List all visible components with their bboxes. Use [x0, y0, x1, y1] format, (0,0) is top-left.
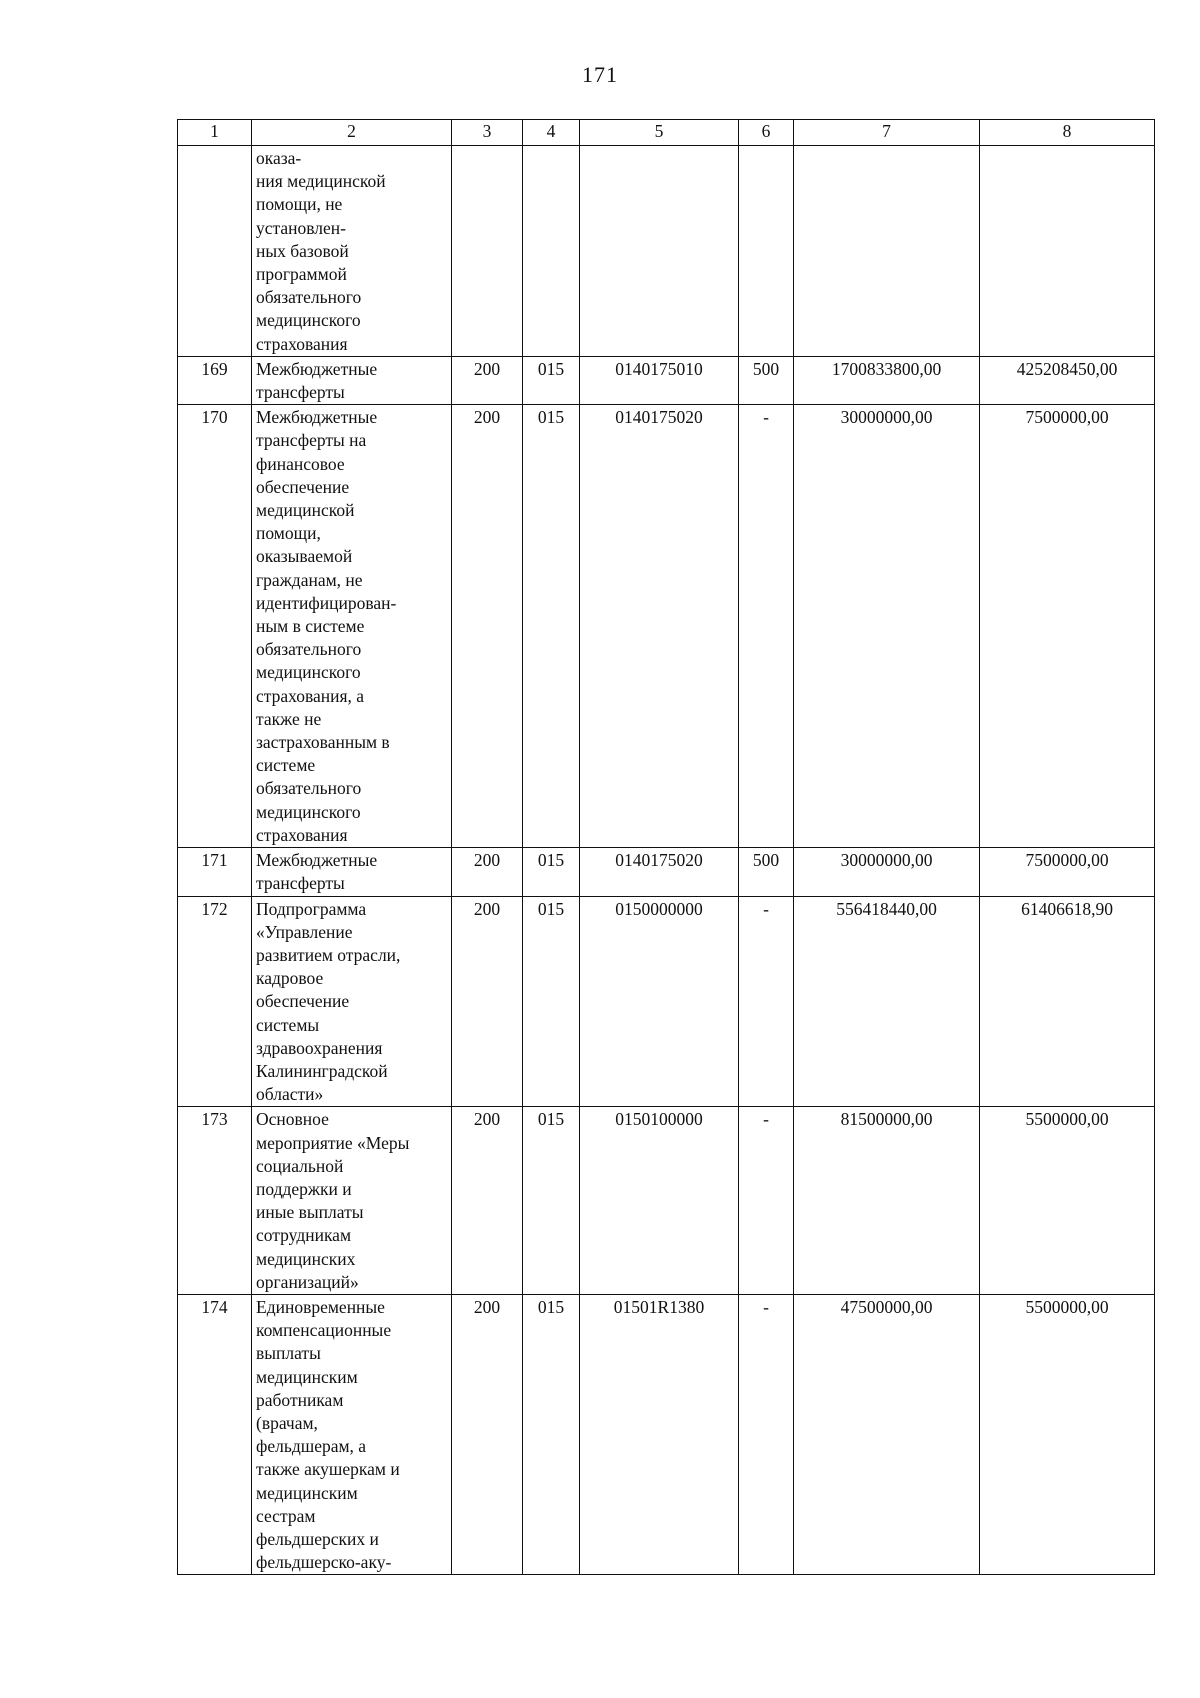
row-number-cell: 170: [178, 405, 252, 848]
table-row: [178, 146, 1155, 357]
amount-col8-cell: 7500000,00: [980, 848, 1155, 896]
header-cell-2: 2: [252, 120, 452, 146]
col3-cell: 200: [452, 1294, 523, 1574]
row-name-cell: Межбюджетные трансферты: [252, 848, 452, 896]
header-cell-8: 8: [980, 120, 1155, 146]
page-number: 171: [582, 62, 618, 87]
table-row: [178, 896, 1155, 1107]
amount-col7-cell: 30000000,00: [794, 405, 980, 848]
row-number-cell: 172: [178, 896, 252, 1107]
code-cell: 0140175020: [580, 405, 739, 848]
amount-col8-cell: [980, 146, 1155, 357]
header-row: [178, 120, 1155, 146]
amount-col7-cell: 30000000,00: [794, 848, 980, 896]
col4-cell: [523, 146, 580, 357]
col3-cell: [452, 146, 523, 357]
code-cell: [580, 146, 739, 357]
row-name-cell: оказа- ния медицинской помощи, не установлен- ных базовой программой обязательного медицинского страхования: [252, 146, 452, 357]
col4-cell: 015: [523, 356, 580, 404]
amount-col8-cell: 7500000,00: [980, 405, 1155, 848]
table-header: [178, 120, 1155, 146]
code-cell: 01501R1380: [580, 1294, 739, 1574]
code-cell: 0140175010: [580, 356, 739, 404]
amount-col7-cell: [794, 146, 980, 357]
amount-col8-cell: 5500000,00: [980, 1294, 1155, 1574]
col4-cell: 015: [523, 896, 580, 1107]
col6-cell: 500: [739, 356, 794, 404]
amount-col8-cell: 425208450,00: [980, 356, 1155, 404]
col6-cell: 500: [739, 848, 794, 896]
row-number-cell: 174: [178, 1294, 252, 1574]
amount-col7-cell: 556418440,00: [794, 896, 980, 1107]
amount-col7-cell: 47500000,00: [794, 1294, 980, 1574]
table-row: [178, 405, 1155, 848]
col4-cell: 015: [523, 848, 580, 896]
col3-cell: 200: [452, 356, 523, 404]
col6-cell: -: [739, 896, 794, 1107]
row-name-cell: Межбюджетные трансферты на финансовое обеспечение медицинской помощи, оказываемой гражданам, не идентифицирован- ным в системе обязательного медицинского страхования, а также не застрахованным в системе обязательного медицинского страхования: [252, 405, 452, 848]
amount-col7-cell: 81500000,00: [794, 1107, 980, 1295]
row-number-cell: [178, 146, 252, 357]
table-row: [178, 1294, 1155, 1574]
header-cell-7: 7: [794, 120, 980, 146]
code-cell: 0150100000: [580, 1107, 739, 1295]
table-body: [178, 146, 1155, 1575]
amount-col7-cell: 1700833800,00: [794, 356, 980, 404]
col3-cell: 200: [452, 896, 523, 1107]
col6-cell: [739, 146, 794, 357]
table-row: [178, 356, 1155, 404]
row-name-cell: Межбюджетные трансферты: [252, 356, 452, 404]
row-number-cell: 171: [178, 848, 252, 896]
col3-cell: 200: [452, 848, 523, 896]
table-row: [178, 1107, 1155, 1295]
col4-cell: 015: [523, 405, 580, 848]
row-number-cell: 173: [178, 1107, 252, 1295]
col4-cell: 015: [523, 1107, 580, 1295]
header-cell-5: 5: [580, 120, 739, 146]
budget-table: [177, 119, 1155, 1575]
code-cell: 0150000000: [580, 896, 739, 1107]
row-number-cell: 169: [178, 356, 252, 404]
col4-cell: 015: [523, 1294, 580, 1574]
col6-cell: -: [739, 1294, 794, 1574]
col6-cell: -: [739, 1107, 794, 1295]
col6-cell: -: [739, 405, 794, 848]
col3-cell: 200: [452, 405, 523, 848]
header-cell-4: 4: [523, 120, 580, 146]
amount-col8-cell: 5500000,00: [980, 1107, 1155, 1295]
amount-col8-cell: 61406618,90: [980, 896, 1155, 1107]
row-name-cell: Единовременные компенсационные выплаты медицинским работникам (врачам, фельдшерам, а также акушеркам и медицинским сестрам фельдшерских и фельдшерско-аку-: [252, 1294, 452, 1574]
header-cell-3: 3: [452, 120, 523, 146]
col3-cell: 200: [452, 1107, 523, 1295]
header-cell-1: 1: [178, 120, 252, 146]
table-row: [178, 848, 1155, 896]
row-name-cell: Подпрограмма «Управление развитием отрасли, кадровое обеспечение системы здравоохранения Калининградской области»: [252, 896, 452, 1107]
header-cell-6: 6: [739, 120, 794, 146]
code-cell: 0140175020: [580, 848, 739, 896]
row-name-cell: Основное мероприятие «Меры социальной поддержки и иные выплаты сотрудникам медицинских организаций»: [252, 1107, 452, 1295]
